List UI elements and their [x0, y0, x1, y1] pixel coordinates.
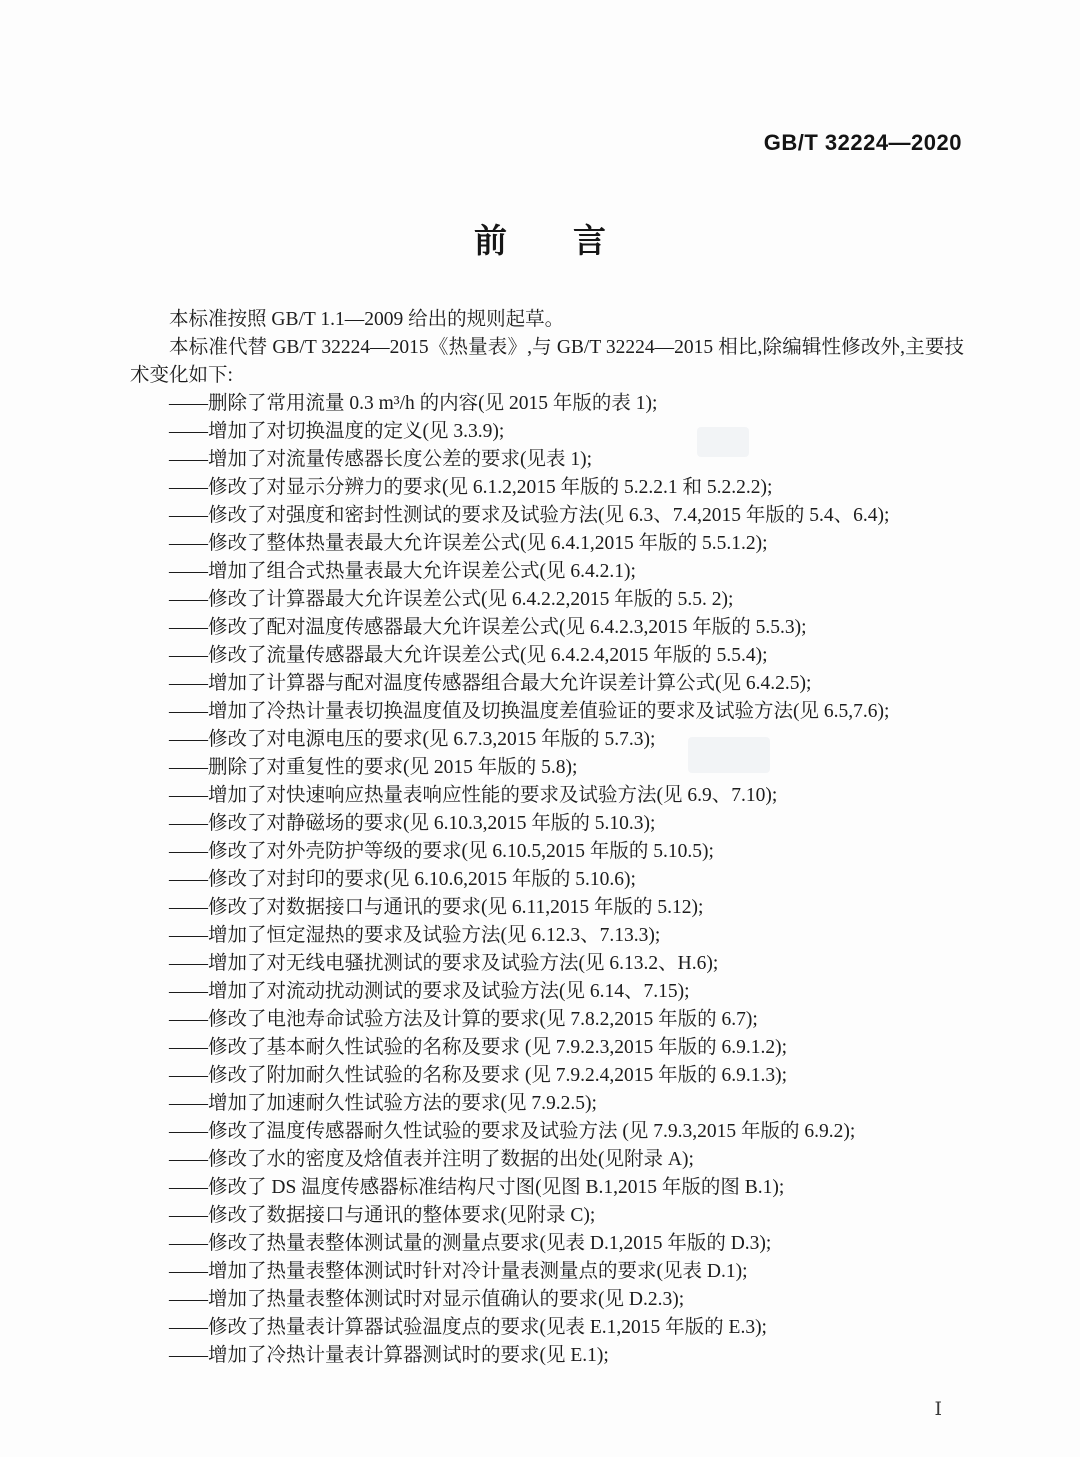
- change-item: ——增加了计算器与配对温度传感器组合最大允许误差计算公式(见 6.4.2.5);: [169, 673, 812, 694]
- change-item: ——修改了附加耐久性试验的名称及要求 (见 7.9.2.4,2015 年版的 6.9.1.3);: [169, 1065, 788, 1086]
- foreword-paragraph: 本标准代替 GB/T 32224—2015《热量表》,与 GB/T 32224—2015 相比,除编辑性修改外,主要技术变化如下:: [130, 337, 964, 386]
- foreword-body: [130, 306, 964, 1370]
- change-item: ——增加了冷热计量表计算器测试时的要求(见 E.1);: [169, 1345, 609, 1366]
- change-item: ——修改了温度传感器耐久性试验的要求及试验方法 (见 7.9.3,2015 年版的 6.9.2);: [169, 1121, 856, 1142]
- change-item: ——修改了热量表计算器试验温度点的要求(见表 E.1,2015 年版的 E.3);: [169, 1317, 767, 1338]
- change-item: ——修改了对封印的要求(见 6.10.6,2015 年版的 5.10.6);: [169, 869, 636, 890]
- page-title: 前 言: [474, 222, 606, 259]
- change-item: ——修改了对显示分辨力的要求(见 6.1.2,2015 年版的 5.2.2.1 和 5.2.2.2);: [169, 477, 773, 498]
- change-item: ——删除了常用流量 0.3 m³/h 的内容(见 2015 年版的表 1);: [169, 393, 658, 414]
- change-item: ——修改了对外壳防护等级的要求(见 6.10.5,2015 年版的 5.10.5);: [169, 841, 714, 862]
- change-item: ——修改了整体热量表最大允许误差公式(见 6.4.1,2015 年版的 5.5.1.2);: [169, 533, 768, 554]
- change-item: ——修改了基本耐久性试验的名称及要求 (见 7.9.2.3,2015 年版的 6.9.1.2);: [169, 1037, 788, 1058]
- change-item: ——修改了数据接口与通讯的整体要求(见附录 C);: [169, 1205, 596, 1226]
- change-item: ——增加了恒定湿热的要求及试验方法(见 6.12.3、7.13.3);: [169, 925, 661, 946]
- change-item: ——修改了对数据接口与通讯的要求(见 6.11,2015 年版的 5.12);: [169, 897, 704, 918]
- change-item: ——修改了水的密度及焓值表并注明了数据的出处(见附录 A);: [169, 1149, 694, 1170]
- change-item: ——修改了对电源电压的要求(见 6.7.3,2015 年版的 5.7.3);: [169, 729, 656, 750]
- foreword-paragraph: 本标准按照 GB/T 1.1—2009 给出的规则起草。: [169, 309, 565, 330]
- page-number: Ⅰ: [934, 1399, 942, 1420]
- change-item: ——增加了加速耐久性试验方法的要求(见 7.9.2.5);: [169, 1093, 597, 1114]
- change-item: ——删除了对重复性的要求(见 2015 年版的 5.8);: [169, 757, 578, 778]
- change-list: [130, 390, 964, 1370]
- change-item: ——修改了流量传感器最大允许误差公式(见 6.4.2.4,2015 年版的 5.5.4);: [169, 645, 768, 666]
- change-item: ——修改了 DS 温度传感器标准结构尺寸图(见图 B.1,2015 年版的图 B.1);: [169, 1177, 785, 1198]
- change-item: ——修改了计算器最大允许误差公式(见 6.4.2.2,2015 年版的 5.5. 2);: [169, 589, 734, 610]
- standard-number-header: GB/T 32224—2020: [763, 130, 962, 155]
- change-item: ——增加了对切换温度的定义(见 3.3.9);: [169, 421, 505, 442]
- change-item: ——修改了热量表整体测试量的测量点要求(见表 D.1,2015 年版的 D.3);: [169, 1233, 772, 1254]
- change-item: ——修改了配对温度传感器最大允许误差公式(见 6.4.2.3,2015 年版的 5.5.3);: [169, 617, 807, 638]
- change-item: ——增加了热量表整体测试时对显示值确认的要求(见 D.2.3);: [169, 1289, 685, 1310]
- change-item: ——增加了对流量传感器长度公差的要求(见表 1);: [169, 449, 593, 470]
- change-item: ——增加了组合式热量表最大允许误差公式(见 6.4.2.1);: [169, 561, 636, 582]
- change-item: ——修改了电池寿命试验方法及计算的要求(见 7.8.2,2015 年版的 6.7);: [169, 1009, 758, 1030]
- change-item: ——增加了对流动扰动测试的要求及试验方法(见 6.14、7.15);: [169, 981, 690, 1002]
- change-item: ——修改了对强度和密封性测试的要求及试验方法(见 6.3、7.4,2015 年版的 5.4、6.4);: [169, 505, 890, 526]
- change-item: ——增加了对快速响应热量表响应性能的要求及试验方法(见 6.9、7.10);: [169, 785, 778, 806]
- change-item: ——增加了对无线电骚扰测试的要求及试验方法(见 6.13.2、H.6);: [169, 953, 719, 974]
- change-item: ——增加了冷热计量表切换温度值及切换温度差值验证的要求及试验方法(见 6.5,7.6);: [169, 701, 890, 722]
- paragraph-list: [130, 306, 964, 390]
- change-item: ——修改了对静磁场的要求(见 6.10.3,2015 年版的 5.10.3);: [169, 813, 656, 834]
- change-item: ——增加了热量表整体测试时针对冷计量表测量点的要求(见表 D.1);: [169, 1261, 748, 1282]
